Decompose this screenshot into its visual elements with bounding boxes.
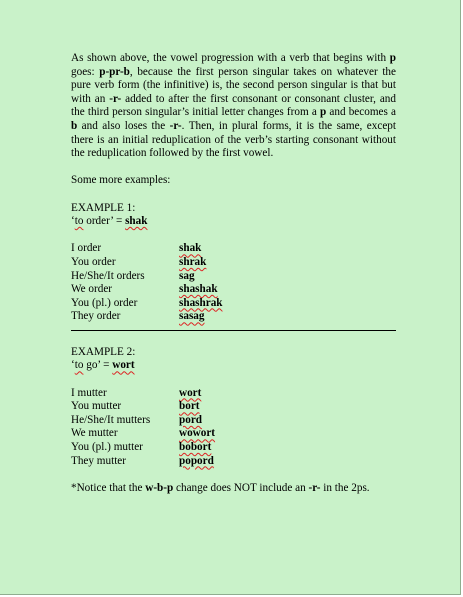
bold-run: w-b-p	[145, 481, 174, 494]
verb-form-cell	[179, 400, 215, 414]
text-run: goes:	[71, 65, 100, 78]
pronoun-cell: You mutter	[71, 400, 122, 413]
pronoun-cell: We order	[71, 283, 113, 296]
text-run: go’ =	[83, 359, 113, 372]
verb-form-cell	[179, 441, 215, 455]
verb-form: shak	[179, 242, 202, 255]
verb-form-cell	[179, 242, 223, 256]
table-row	[71, 387, 215, 401]
horizontal-divider	[71, 330, 396, 331]
bold-run: -r-	[109, 92, 122, 105]
text-run: . Then, in plural forms, it is the same, except there is an initial reduplication of the verb’s starting consonant without the reduplication followed by the first vowel.	[71, 119, 396, 160]
text-run: change does NOT include an	[173, 481, 309, 494]
table-row	[71, 310, 223, 324]
bold-run: p	[389, 52, 396, 64]
bold-run: -r-	[308, 481, 321, 494]
table-row	[71, 297, 223, 311]
pronoun-cell: You (pl.) order	[71, 296, 138, 309]
text-run: *Notice that the	[71, 481, 146, 494]
verb-form: bobort	[179, 441, 212, 454]
more-examples-line: Some more examples:	[71, 174, 171, 187]
bold-run: -r-	[169, 119, 182, 132]
pronoun-cell: You order	[71, 255, 116, 268]
text-run: ‘	[71, 215, 75, 228]
verb-form: shashak	[179, 283, 218, 296]
example-2-conjugation-table	[71, 387, 215, 469]
pronoun-cell: He/She/It orders	[71, 269, 145, 282]
verb-form: shrak	[179, 255, 207, 268]
verb-form: pord	[179, 413, 203, 426]
example-1-definition	[71, 215, 396, 229]
verb-form: bort	[179, 400, 200, 413]
pronoun-cell: We mutter	[71, 427, 118, 440]
text-run: and becomes a	[326, 106, 396, 119]
defined-word: shak	[125, 215, 148, 228]
verb-form: wowort	[179, 427, 216, 440]
table-row	[71, 400, 215, 414]
verb-form-cell	[179, 387, 215, 401]
verb-form: sag	[179, 269, 195, 282]
verb-form: popord	[179, 454, 214, 467]
verb-form-cell	[179, 270, 223, 284]
text-run: ‘	[71, 359, 75, 372]
defined-word: wort	[112, 359, 135, 372]
table-row	[71, 441, 215, 455]
text-run: to	[74, 215, 84, 228]
text-run: added to after the first consonant or consonant cluster, and the third person singular’s initial letter changes from a	[71, 92, 396, 119]
example-2-heading: EXAMPLE 2:	[71, 345, 136, 358]
table-row	[71, 270, 223, 284]
pronoun-cell: You (pl.) mutter	[71, 441, 143, 454]
pronoun-cell: They mutter	[71, 454, 126, 467]
verb-form-cell	[179, 414, 215, 428]
intro-paragraph	[71, 52, 396, 161]
verb-form-cell	[179, 283, 223, 297]
bold-run: p	[319, 106, 327, 119]
table-row	[71, 455, 215, 469]
text-run: to	[74, 359, 84, 372]
table-row	[71, 414, 215, 428]
text-run: in the 2ps.	[320, 481, 370, 494]
table-row	[71, 283, 223, 297]
verb-form: sasag	[179, 310, 205, 323]
verb-form-cell	[179, 310, 223, 324]
table-row	[71, 427, 215, 441]
pronoun-cell: I mutter	[71, 386, 107, 399]
document-body	[71, 52, 396, 495]
verb-form: wort	[179, 386, 202, 399]
verb-form: shashrak	[179, 296, 223, 309]
pronoun-cell: He/She/It mutters	[71, 413, 151, 426]
verb-form-cell	[179, 455, 215, 469]
table-row	[71, 256, 223, 270]
text-run: As shown above, the vowel progression with a verb that begins with	[71, 52, 390, 64]
verb-form-cell	[179, 297, 223, 311]
bold-run: p-pr-b	[99, 65, 130, 78]
footnote	[71, 482, 396, 496]
example-1-heading: EXAMPLE 1:	[71, 201, 136, 214]
example-2-definition	[71, 359, 396, 373]
bold-run: b	[71, 119, 78, 132]
text-run: and also loses the	[77, 119, 170, 132]
verb-form-cell	[179, 427, 215, 441]
text-run: order’ =	[83, 215, 126, 228]
pronoun-cell: I order	[71, 242, 102, 255]
table-row	[71, 242, 223, 256]
example-1-conjugation-table	[71, 242, 223, 324]
verb-form-cell	[179, 256, 223, 270]
pronoun-cell: They order	[71, 310, 121, 323]
text-run: , because the first person singular takes on whatever the pure verb form (the infinitive) is, the second person singular is that but with an	[71, 65, 396, 105]
